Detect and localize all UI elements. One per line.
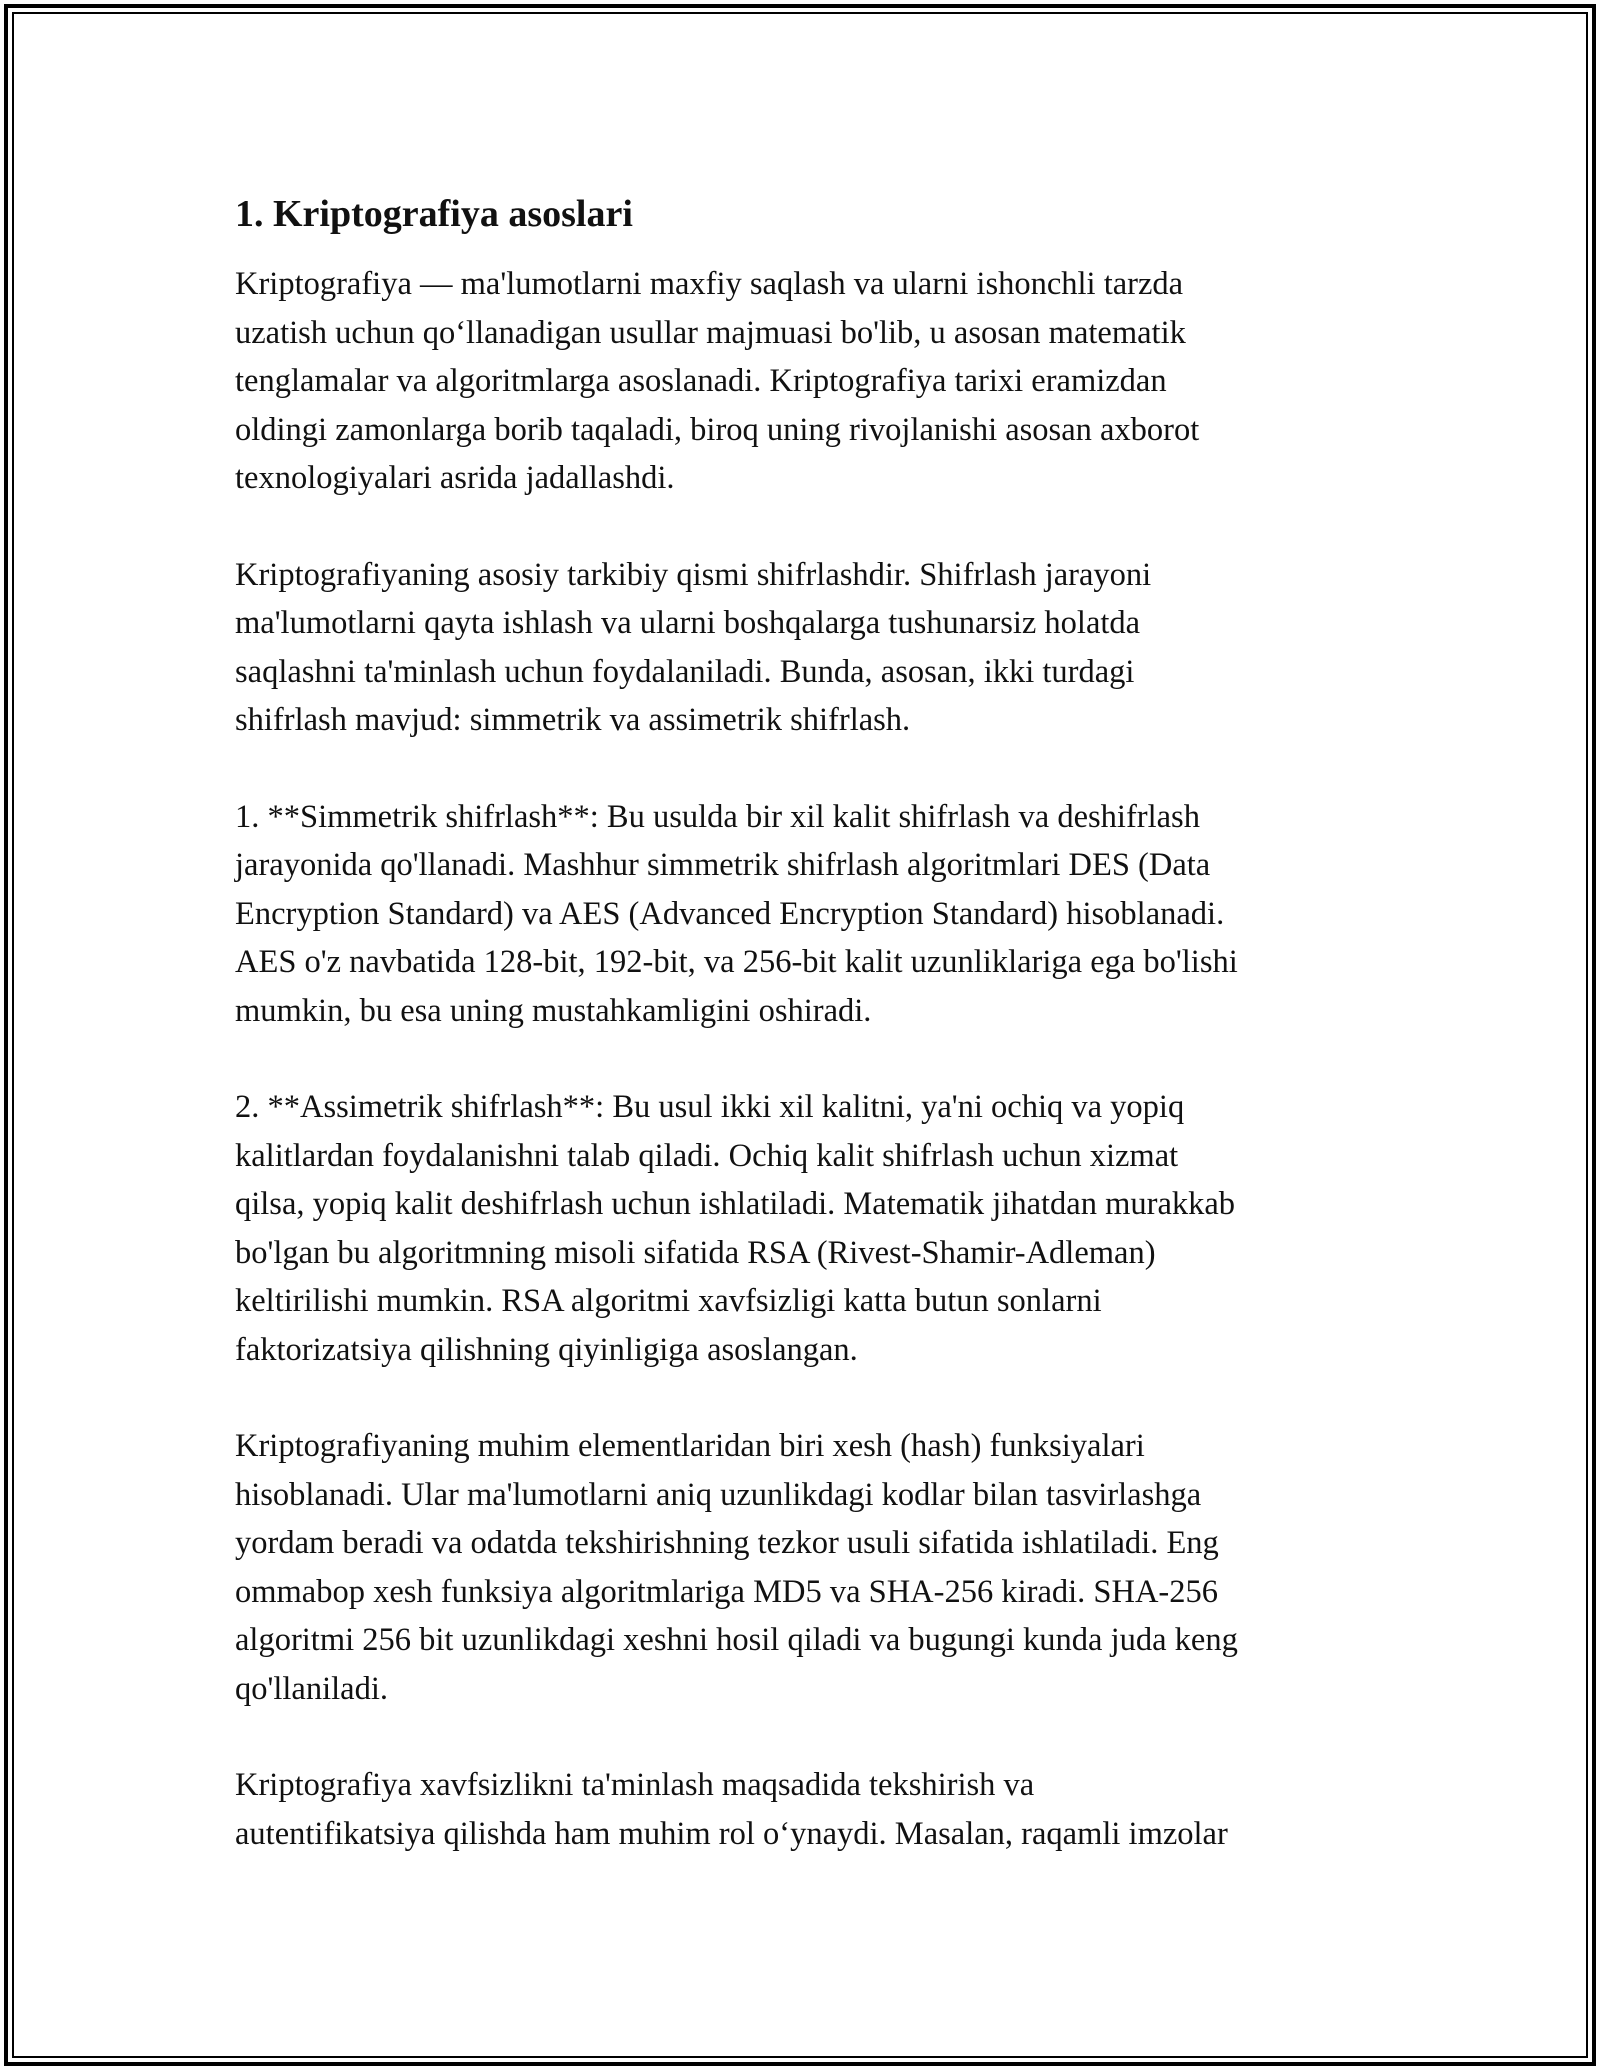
text-line: uzatish uchun qo‘llanadigan usullar majmuasi bo'lib, u asosan matematik [235, 314, 1186, 351]
text-line: ommabop xesh funksiya algoritmlariga MD5 va SHA-256 kiradi. SHA-256 [235, 1573, 1218, 1610]
document-body [235, 190, 1370, 1906]
paragraph [235, 551, 1370, 745]
text-line: faktorizatsiya qilishning qiyinligiga asoslangan. [235, 1331, 858, 1368]
text-line: 2. **Assimetrik shifrlash**: Bu usul ikki xil kalitni, ya'ni ochiq va yopiq [235, 1089, 1185, 1125]
text-line: Kriptografiyaning muhim elementlaridan biri xesh (hash) funksiyalari [235, 1428, 1145, 1464]
text-line: saqlashni ta'minlash uchun foydalaniladi. Bunda, asosan, ikki turdagi [235, 653, 1135, 690]
paragraph [235, 1083, 1370, 1374]
text-line: jarayonida qo'llanadi. Mashhur simmetrik shifrlash algoritmlari DES (Data [235, 847, 1211, 883]
text-line: kalitlardan foydalanishni talab qiladi. Ochiq kalit shifrlash uchun xizmat [235, 1137, 1179, 1174]
text-line: 1. **Simmetrik shifrlash**: Bu usulda bir xil kalit shifrlash va deshifrlash [235, 798, 1200, 835]
text-line: hisoblanadi. Ular ma'lumotlarni aniq uzunlikdagi kodlar bilan tasvirlashga [235, 1476, 1202, 1513]
text-line: Kriptografiyaning asosiy tarkibiy qismi shifrlashdir. Shifrlash jarayoni [235, 556, 1152, 593]
text-line: mumkin, bu esa uning mustahkamligini oshiradi. [235, 992, 872, 1029]
text-line: bo'lgan bu algoritmning misoli sifatida RSA (Rivest-Shamir-Adleman) [235, 1234, 1156, 1271]
section-heading: 1. Kriptografiya asoslari [235, 193, 633, 235]
text-line: AES o'z navbatida 128-bit, 192-bit, va 256-bit kalit uzunliklariga ega bo'lishi [235, 944, 1238, 980]
text-line: keltirilishi mumkin. RSA algoritmi xavfsizligi katta butun sonlarni [235, 1283, 1102, 1319]
text-line: ma'lumotlarni qayta ishlash va ularni boshqalarga tushunarsiz holatda [235, 605, 1141, 641]
text-line: tenglamalar va algoritmlarga asoslanadi. Kriptografiya tarixi eramizdan [235, 363, 1167, 399]
text-line: yordam beradi va odatda tekshirishning tezkor usuli sifatida ishlatiladi. Eng [235, 1525, 1219, 1561]
text-line: Kriptografiya — ma'lumotlarni maxfiy saqlash va ularni ishonchli tarzda [235, 266, 1184, 302]
text-line: qo'llaniladi. [235, 1670, 388, 1707]
text-line: texnologiyalari asrida jadallashdi. [235, 460, 675, 496]
text-line: algoritmi 256 bit uzunlikdagi xeshni hosil qiladi va bugungi kunda juda keng [235, 1622, 1238, 1658]
text-line: Kriptografiya xavfsizlikni ta'minlash maqsadida tekshirish va [235, 1767, 1035, 1803]
text-line: autentifikatsiya qilishda ham muhim rol o‘ynaydi. Masalan, raqamli imzolar [235, 1815, 1228, 1852]
paragraph [235, 260, 1370, 503]
paragraph-list [235, 260, 1370, 1858]
paragraph [235, 1422, 1370, 1713]
paragraph [235, 1761, 1370, 1858]
text-line: qilsa, yopiq kalit deshifrlash uchun ishlatiladi. Matematik jihatdan murakkab [235, 1186, 1236, 1222]
text-line: shifrlash mavjud: simmetrik va assimetrik shifrlash. [235, 702, 911, 738]
paragraph [235, 793, 1370, 1036]
text-line: Encryption Standard) va AES (Advanced Encryption Standard) hisoblanadi. [235, 895, 1225, 932]
text-line: oldingi zamonlarga borib taqaladi, biroq uning rivojlanishi asosan axborot [235, 411, 1200, 448]
